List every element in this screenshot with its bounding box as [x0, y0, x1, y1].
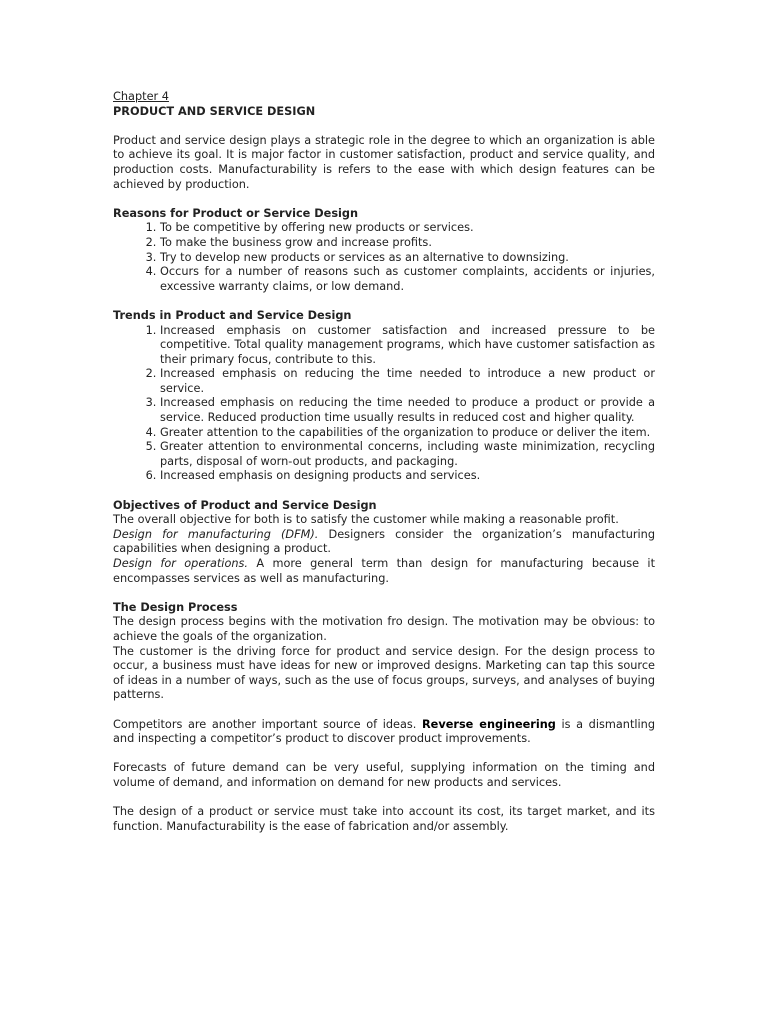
list-item: 3. Try to develop new products or services as an alternative to downsizing. — [160, 251, 655, 266]
design-process-para2: The customer is the driving force for product and service design. For the design process to occur, a business must have ideas for new or improved designs. Marketing can tap this source of ideas in a number of ways, such as the use of focus groups, surveys, and analyses of buying patterns. — [113, 644, 655, 702]
page-title: PRODUCT AND SERVICE DESIGN — [113, 104, 316, 118]
list-item: 4. Occurs for a number of reasons such as customer complaints, accidents or injuries, excessive warranty claims, or low demand. — [160, 265, 655, 294]
chapter-label: Chapter 4 — [113, 90, 169, 103]
ops-text: A more general term than design for manufacturing because it encompasses services as well as manufacturing. — [113, 557, 656, 585]
spacer — [113, 119, 655, 134]
reasons-list — [113, 221, 655, 294]
competitors-text-start: Competitors are another important source of ideas. — [113, 717, 422, 731]
design-process-para1: The design process begins with the motivation fro design. The motivation may be obvious: to achieve the goals of the organization. — [113, 615, 655, 643]
spacer — [113, 791, 655, 806]
list-item: 2. Increased emphasis on reducing the time needed to introduce a new product or service. — [160, 367, 655, 396]
closing-paragraph: The design of a product or service must take into account its cost, its target market, and its function. Manufacturability is the ease of fabrication and/or assembly. — [113, 805, 655, 833]
list-item: 1. Increased emphasis on customer satisfaction and increased pressure to be competitive. Total quality management programs, which have customer satisfaction as their primary focus, contribute to this. — [160, 324, 655, 368]
intro-paragraph: Product and service design plays a strategic role in the degree to which an organization is able to achieve its goal. It is major factor in customer satisfaction, product and service quality, and production costs. Manufacturability is refers to the ease with which design features can be achieved by production. — [113, 133, 655, 191]
reasons-section — [113, 207, 655, 295]
trends-section — [113, 309, 655, 484]
objectives-section — [113, 499, 655, 587]
objectives-heading: Objectives of Product and Service Design — [113, 498, 377, 512]
trends-list — [113, 324, 655, 485]
list-item: 6. Increased emphasis on designing products and services. — [160, 469, 655, 484]
document-page — [113, 90, 655, 834]
reverse-engineering-term: Reverse engineering — [421, 717, 556, 731]
competitors-paragraph — [113, 718, 655, 747]
reasons-heading: Reasons for Product or Service Design — [113, 206, 359, 220]
ops-term: Design for operations. — [113, 557, 248, 570]
trends-heading: Trends in Product and Service Design — [113, 308, 352, 322]
list-item: 1. To be competitive by offering new products or services. — [160, 221, 655, 236]
list-item: 3. Increased emphasis on reducing the time needed to produce a product or provide a service. Reduced production time usually results in reduced cost and higher quality. — [160, 396, 655, 425]
dfm-paragraph — [113, 528, 655, 557]
spacer — [113, 703, 655, 718]
list-item: 5. Greater attention to environmental concerns, including waste minimization, recycling parts, disposal of worn-out products, and packaging. — [160, 440, 655, 469]
dfm-text: Designers consider the organization’s manufacturing capabilities when designing a product. — [113, 527, 655, 556]
dfm-term: Design for manufacturing (DFM). — [113, 527, 319, 541]
design-process-section — [113, 601, 655, 835]
list-item: 4. Greater attention to the capabilities of the organization to produce or deliver the item. — [160, 426, 655, 441]
design-process-heading: The Design Process — [113, 600, 238, 614]
forecasts-paragraph: Forecasts of future demand can be very useful, supplying information on the timing and volume of demand, and information on demand for new products and services. — [113, 761, 655, 789]
list-item: 2. To make the business grow and increase profits. — [160, 236, 655, 251]
ops-paragraph — [113, 557, 655, 586]
spacer — [113, 747, 655, 762]
objectives-line: The overall objective for both is to satisfy the customer while making a reasonable profit. — [113, 513, 619, 527]
competitors-text-end: is a dismantling and inspecting a competitor’s product to discover product improvements. — [113, 717, 655, 746]
